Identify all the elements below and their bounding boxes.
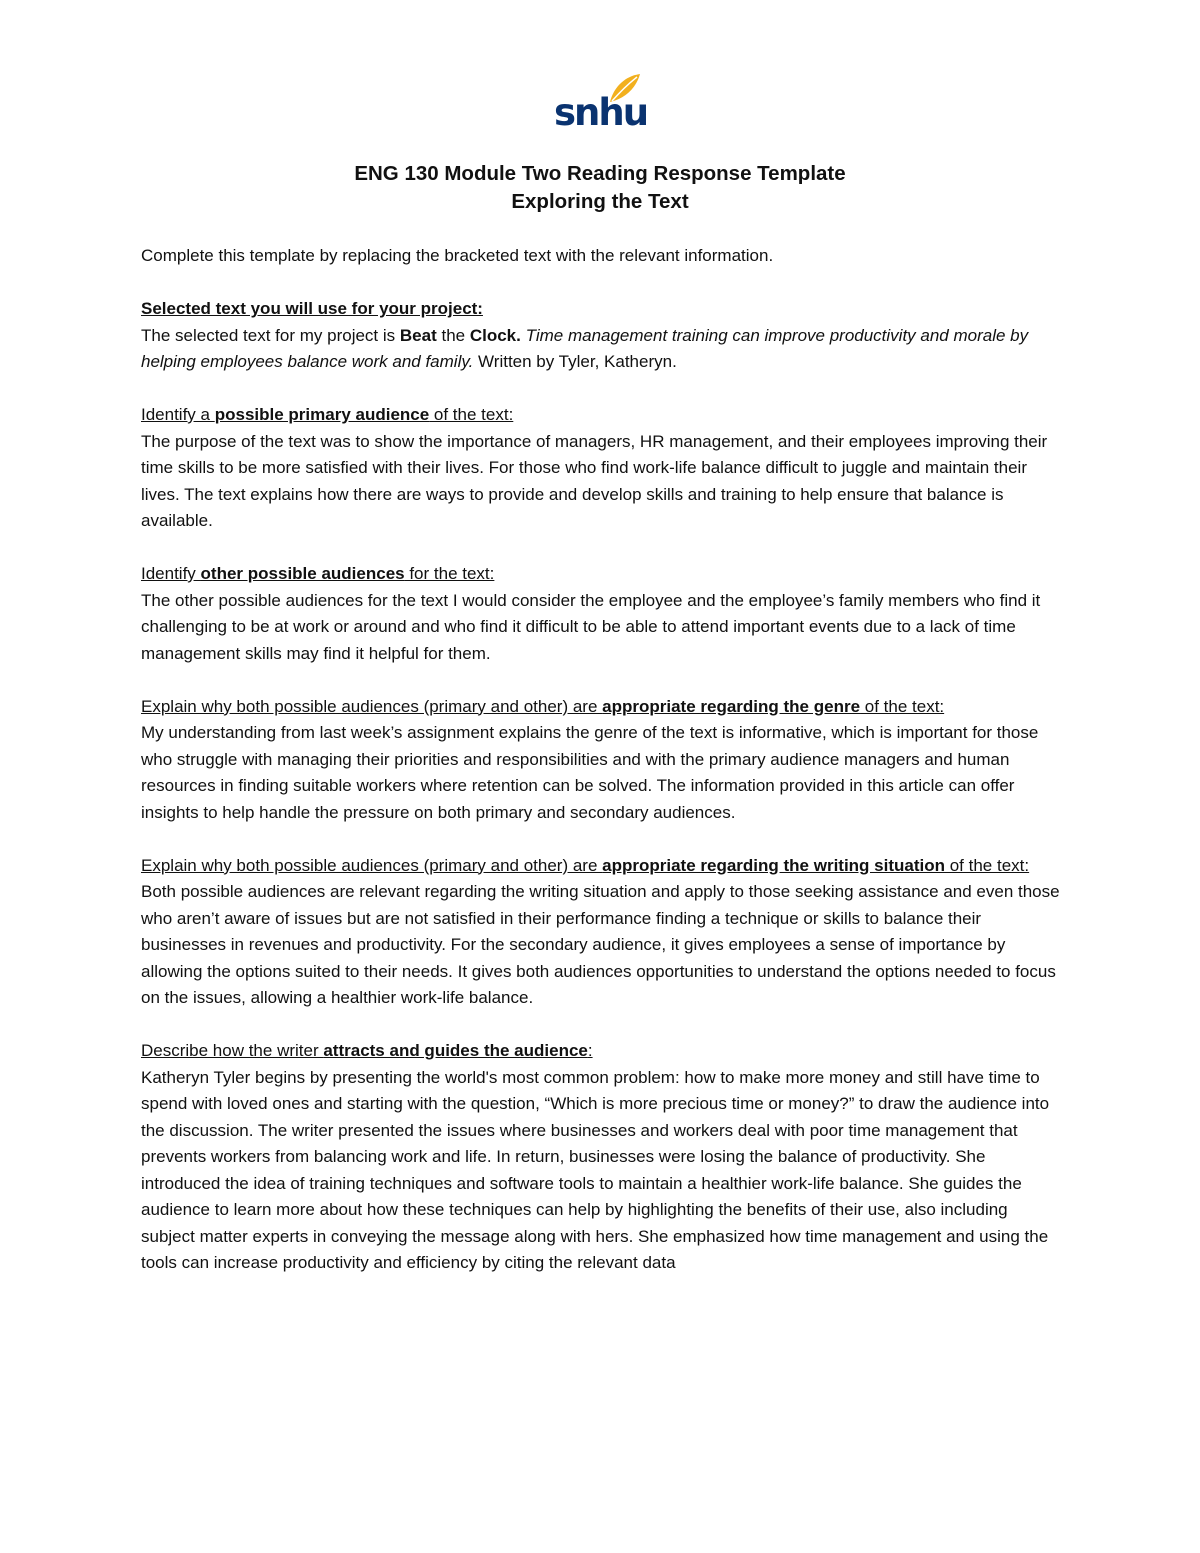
instructions: Complete this template by replacing the bracketed text with the relevant information. [141,246,774,265]
document-titles [0,160,1200,216]
section-body-other-audiences: The other possible audiences for the text I would consider the employee and the employee’s family members who find it challenging to be at work or around and who find it difficult to be able to attend important events due to a lack of time management skills may find it helpful for them. [141,590,1041,663]
selected-text-intro: The selected text for my project is [141,325,400,345]
section-heading-selected-text: Selected text you will use for your project: [141,299,483,318]
selected-subtitle: Time management training can improve productivity and morale by helping employees balance work and family. [141,325,1029,371]
logo-text: snhu [554,91,648,134]
document-body [141,243,1066,1277]
section-body-writing-situation: Both possible audiences are relevant regarding the writing situation and apply to those seeking assistance and even those who aren’t aware of issues but are not satisfied in their performance finding a technique or skills to balance their businesses in revenues and productivity. For the secondary audience, it gives employees a sense of importance by allowing the options suited to their needs. It gives both audiences opportunities to understand the options needed to focus on the issues, allowing a healthier work-life balance. [141,882,1060,1007]
selected-title-connector: the [436,325,470,345]
document-subtitle: Exploring the Text [511,190,689,213]
section-body-selected-text [141,323,1066,376]
section-heading-writing-situation: Explain why both possible audiences (primary and other) are appropriate regarding the writing situation of the text: [141,855,1030,875]
section-body-primary-audience: The purpose of the text was to show the importance of managers, HR management, and their employees improving their time skills to be more satisfied with their lives. For those who find work-life balance difficult to juggle and maintain their lives. The text explains how there are ways to provide and develop skills and training to help ensure that balance is available. [141,431,1048,530]
section-body-attracts-guides: Katheryn Tyler begins by presenting the world's most common problem: how to make more money and still have time to spend with loved ones and starting with the question, “Which is more precious time or money?” to draw the audience into the discussion. The writer presented the issues where businesses and workers deal with poor time management that prevents workers from balancing work and life. In return, businesses were losing the balance of productivity. She introduced the idea of training techniques and software tools to maintain a healthier work-life balance. She guides the audience to learn more about how these techniques can help by highlighting the benefits of their use, also including subject matter experts in conveying the message along with hers. She emphasized how time management and using the tools can increase productivity and efficiency by citing the relevant data [141,1067,1050,1272]
snhu-logo [554,72,648,134]
section-heading-other-audiences: Identify other possible audiences for the text: [141,564,495,583]
section-heading-attracts-guides: Describe how the writer attracts and guides the audience: [141,1041,593,1060]
section-body-genre: My understanding from last week’s assignment explains the genre of the text is informative, which is important for those who struggle with managing their priorities and responsibilities and with the primary audience managers and human resources in finding suitable workers where retention can be solved. The information provided in this article can offer insights to help handle the pressure on both primary and secondary audiences. [141,723,1039,822]
selected-title-word-1: Beat [399,325,437,345]
selected-title-word-2: Clock. [469,325,521,345]
document-title: ENG 130 Module Two Reading Response Template [354,162,846,185]
section-heading-primary-audience: Identify a possible primary audience of the text: [141,405,514,424]
selected-author: Written by Tyler, Katheryn. [473,352,677,371]
section-heading-genre: Explain why both possible audiences (primary and other) are appropriate regarding the genre of the text: [141,696,945,716]
